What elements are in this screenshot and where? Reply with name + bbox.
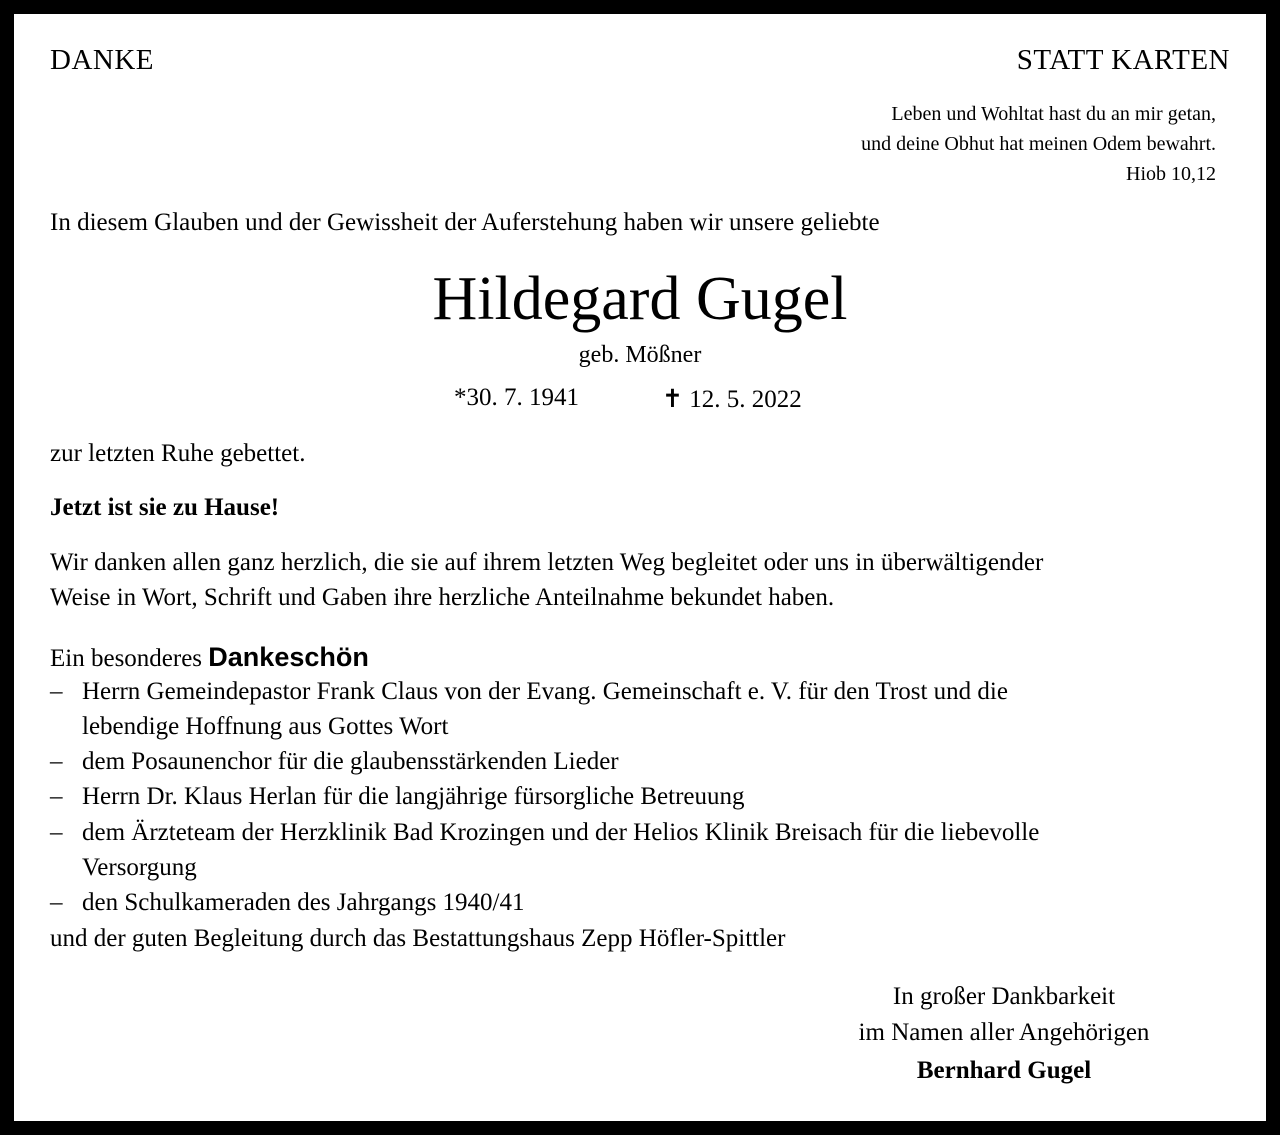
- list-dash: –: [50, 819, 63, 846]
- rest-line: zur letzten Ruhe gebettet.: [50, 440, 306, 467]
- thanks-line: Weise in Wort, Schrift und Gaben ihre herzliche Anteilnahme bekundet haben.: [50, 584, 835, 611]
- obituary-notice: [14, 14, 1266, 1121]
- signature-line: In großer Dankbarkeit: [892, 983, 1116, 1010]
- list-dash: –: [50, 889, 63, 916]
- thanks-line: Wir danken allen ganz herzlich, die sie auf ihrem letzten Weg begleitet oder uns in überwältigender: [50, 549, 1044, 576]
- verse-line: und deine Obhut hat meinen Odem bewahrt.: [861, 133, 1216, 155]
- list-dash: –: [50, 678, 63, 705]
- home-line: Jetzt ist sie zu Hause!: [50, 494, 280, 521]
- list-item: den Schulkameraden des Jahrgangs 1940/41: [82, 889, 525, 916]
- list-dash: –: [50, 748, 63, 775]
- deceased-name: Hildegard Gugel: [432, 265, 848, 333]
- signature-name: Bernhard Gugel: [916, 1057, 1092, 1084]
- special-thanks-emphasis: Dankeschön: [208, 642, 369, 672]
- list-item: dem Ärzteteam der Herzklinik Bad Krozingen und der Helios Klinik Breisach für die liebevolle: [82, 819, 1040, 846]
- special-thanks-heading: [50, 642, 369, 673]
- list-item-continued: Versorgung: [82, 854, 197, 881]
- death-date: ✝ 12. 5. 2022: [662, 386, 802, 413]
- list-item-continued: lebendige Hoffnung aus Gottes Wort: [82, 713, 449, 740]
- intro-text: In diesem Glauben und der Gewissheit der Auferstehung haben wir unsere geliebte: [50, 209, 880, 236]
- header-thanks: DANKE: [50, 44, 154, 76]
- verse-line: Leben und Wohltat hast du an mir getan,: [891, 103, 1216, 125]
- list-item: Herrn Gemeindepastor Frank Claus von der Evang. Gemeinschaft e. V. für den Trost und die: [82, 678, 1008, 705]
- header-instead-of-cards: STATT KARTEN: [1016, 44, 1230, 76]
- signature-line: im Namen aller Angehörigen: [858, 1019, 1150, 1046]
- list-dash: –: [50, 783, 63, 810]
- verse-reference: Hiob 10,12: [1126, 163, 1216, 185]
- birth-name: geb. Mößner: [578, 342, 702, 368]
- list-item: dem Posaunenchor für die glaubensstärkenden Lieder: [82, 748, 619, 775]
- list-item: Herrn Dr. Klaus Herlan für die langjährige fürsorgliche Betreuung: [82, 783, 745, 810]
- bible-verse: [861, 99, 1216, 189]
- special-thanks-prefix: Ein besonderes: [50, 645, 203, 672]
- closing-line: und der guten Begleitung durch das Bestattungshaus Zepp Höfler-Spittler: [50, 925, 786, 952]
- signature-block: [854, 979, 1154, 1089]
- birth-date: *30. 7. 1941: [454, 384, 579, 411]
